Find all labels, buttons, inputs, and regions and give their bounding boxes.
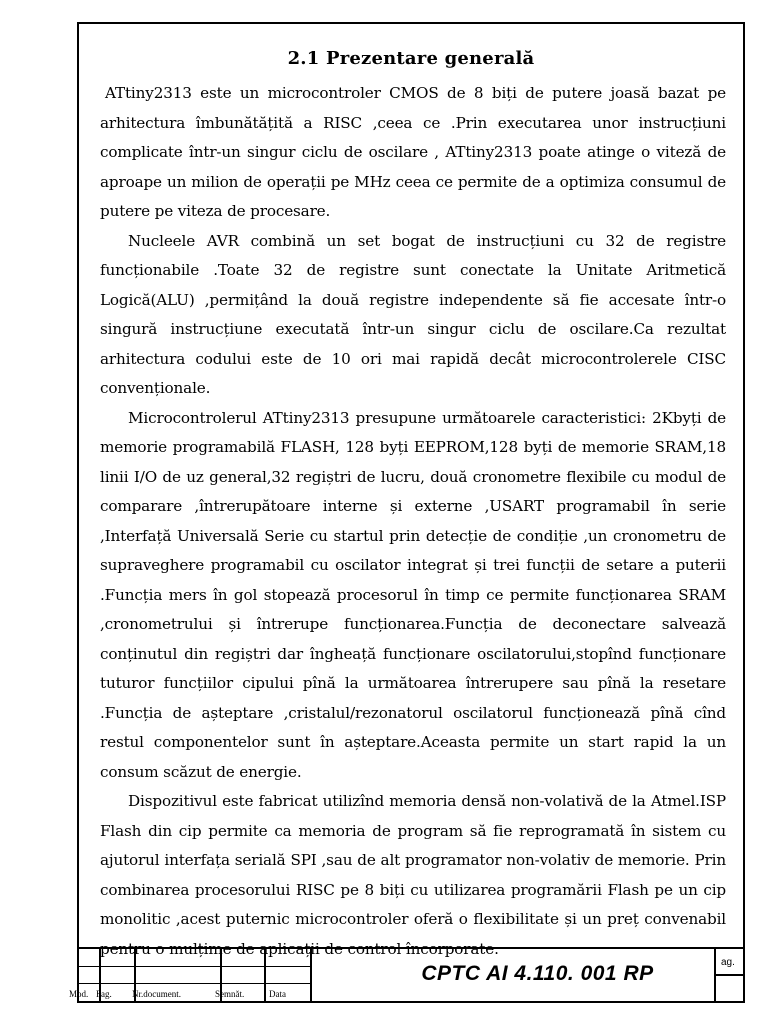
stamp-divider	[714, 949, 716, 1003]
paragraph-3: Microcontrolerul ATtiny2313 presupune următoarele caracteristici: 2Kbyți de memorie programabilă FLASH, 128 byți EEPROM,128 byți de memorie SRAM,18 linii I/O de uz general,32 regiștri de lucru, două cronometre flexibile cu modul de comparare ,întrerupătoare interne și externe ,USART programabil în serie ,Interfață Universală Serie cu startul prin detecție de condiție ,un cronometru de supraveghere programabil cu oscilator integrat și trei funcții de setare a puterii .Funcția mers în gol stopează procesorul în timp ce permite funcționarea SRAM ,cronometrului și întrerupe funcționarea.Funcția de deconectare salvează conținutul din regiștri dar îngheață funcționare oscilatorului,stopînd funcționare tuturor funcțiilor cipului pînă la următoarea întrerupere sau pînă la resetare .Funcția de așteptare ,cristalul/rezonatorul oscilatorul funcționează pînă cînd restul componentelor sunt în așteptare.Aceasta permite un start rapid la un consum scăzut de energie.	[100, 408, 726, 781]
paragraph-4: Dispozitivul este fabricat utilizînd memoria densă non-volativă de la Atmel.ISP Flash din cip permite ca memoria de program să fie reprogramată în sistem cu ajutorul interfața serială SPI ,sau de alt programator non-volativ de memorie. Prin combinarea procesorului RISC pe 8 biți cu utilizarea programării Flash pe un cip monolitic ,acest puternic microcontroler oferă o flexibilitate și un preț convenabil pentru o mulțime de aplicații de control încorporate.	[100, 792, 726, 958]
title-block	[69, 947, 745, 1003]
col-semnat: Semnăt.	[215, 989, 245, 999]
page-caption: ag.	[721, 957, 735, 968]
col-data: Data	[269, 989, 286, 999]
col-mod: Mod.	[69, 989, 89, 999]
section-title: 2.1 Prezentare generală	[287, 48, 535, 69]
stamp-rule	[714, 974, 745, 976]
stamp-divider	[264, 949, 266, 1003]
stamp-divider	[310, 949, 312, 1003]
body-text	[100, 79, 726, 964]
paragraph-1: ATtiny2313 este un microcontroler CMOS de 8 biți de putere joasă bazat pe arhitectura îmbunătățită a RISC ,ceea ce .Prin executarea unor instrucțiuni complicate într-un singur ciclu de oscilare , ATtiny2313 poate atinge o viteză de aproape un milion de operații pe MHz ceea ce permite de a optimiza consumul de putere pe viteza de procesare.	[100, 84, 726, 220]
stamp-rule	[77, 966, 312, 967]
paragraph-2: Nucleele AVR combină un set bogat de instrucțiuni cu 32 de registre funcționabile .Toate 32 de registre sunt conectate la Unitate Aritmetică Logică(ALU) ,permițând la două registre independente să fie accesate într-o singură instrucțiune executată într-un singur ciclu de oscilare.Ca rezultat arhitectura codului este de 10 ori mai rapidă decât microcontrolerele CISC convenționale.	[100, 231, 726, 397]
col-nr-document: Nr.document.	[132, 989, 181, 999]
stamp-rule	[77, 983, 312, 984]
document-code: CPTC AI 4.110. 001 RP	[421, 962, 654, 985]
col-fag: Fag.	[96, 989, 112, 999]
